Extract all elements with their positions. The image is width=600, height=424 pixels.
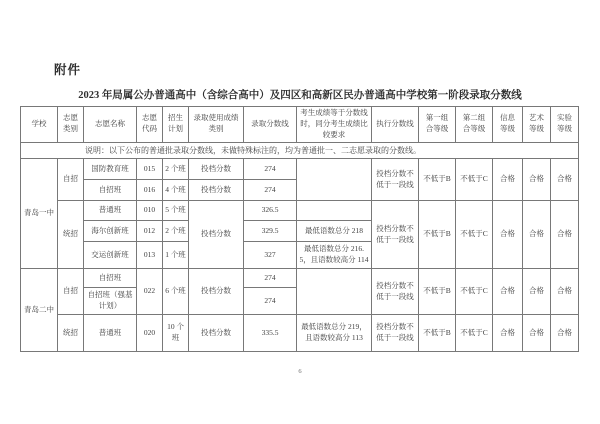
cell-enrollment-plan: 2 个班: [163, 159, 189, 180]
cell-school: 青岛一中: [21, 159, 58, 269]
cell-volunteer-code: 015: [137, 159, 163, 180]
cell-volunteer-name: 国防教育班: [84, 159, 137, 180]
cell-art-grade: 合格: [523, 269, 551, 315]
cell-volunteer-code: 013: [137, 242, 163, 269]
cell-group2-grade: 不低于C: [456, 201, 493, 269]
cell-enrollment-plan: 5 个班: [163, 201, 189, 221]
cell-volunteer-code: 010: [137, 201, 163, 221]
header-volunteer-category: 志愿类别: [58, 107, 84, 143]
cell-score-type: 投档分数: [189, 159, 244, 180]
cell-volunteer-name: 自招班（强基计划）: [84, 288, 137, 315]
header-art-grade: 艺术等级: [523, 107, 551, 143]
cell-group1-grade: 不低于B: [419, 159, 456, 201]
cell-admission-score: 274: [244, 159, 297, 180]
cell-admission-score: 335.5: [244, 315, 297, 352]
cell-volunteer-category: 自招: [58, 159, 84, 201]
cell-admission-score: 326.5: [244, 201, 297, 221]
header-group1-grade: 第一组合等级: [419, 107, 456, 143]
cell-executed-line: 投档分数不低于一段线: [372, 201, 419, 269]
cell-volunteer-code: 012: [137, 221, 163, 242]
cell-volunteer-name: 普通班: [84, 315, 137, 352]
cell-admission-score: 274: [244, 288, 297, 315]
cell-enrollment-plan: 10 个班: [163, 315, 189, 352]
cell-volunteer-code: 020: [137, 315, 163, 352]
cell-enrollment-plan: 4 个班: [163, 180, 189, 201]
cell-group2-grade: 不低于C: [456, 269, 493, 315]
admission-scores-table: [20, 106, 579, 352]
cell-info-grade: 合格: [493, 315, 523, 352]
header-tiebreak-rule: 考生成绩等于分数线时，同分考生成绩比较要求: [297, 107, 372, 143]
cell-experiment-grade: 合格: [551, 315, 579, 352]
cell-score-type: 投档分数: [189, 269, 244, 315]
cell-volunteer-code: 016: [137, 180, 163, 201]
document-title: 2023 年局属公办普通高中（含综合高中）及四区和高新区民办普通高中学校第一阶段录取分数线: [78, 90, 522, 101]
cell-info-grade: 合格: [493, 269, 523, 315]
cell-tiebreak-rule: 最低语数总分 218: [297, 221, 372, 242]
cell-experiment-grade: 合格: [551, 201, 579, 269]
header-info-grade: 信息等级: [493, 107, 523, 143]
cell-volunteer-name: 海尔创新班: [84, 221, 137, 242]
cell-admission-score: 329.5: [244, 221, 297, 242]
cell-art-grade: 合格: [523, 201, 551, 269]
cell-volunteer-category: 统招: [58, 315, 84, 352]
cell-admission-score: 274: [244, 180, 297, 201]
table-note-row: [21, 142, 579, 159]
cell-school: 青岛二中: [21, 269, 58, 352]
table-header-row: [21, 107, 579, 143]
cell-volunteer-code: 022: [137, 269, 163, 315]
cell-executed-line: 投档分数不低于一段线: [372, 159, 419, 201]
attachment-label: 附件: [54, 63, 82, 77]
cell-tiebreak-rule: [297, 269, 372, 315]
cell-score-type: 投档分数: [189, 201, 244, 269]
header-group2-grade: 第二组合等级: [456, 107, 493, 143]
cell-volunteer-category: 统招: [58, 201, 84, 269]
cell-executed-line: 投档分数不低于一段线: [372, 269, 419, 315]
cell-volunteer-name: 普通班: [84, 201, 137, 221]
page-number: 6: [298, 368, 302, 375]
header-score-type: 录取使用成绩类别: [189, 107, 244, 143]
cell-tiebreak-rule: [297, 201, 372, 221]
cell-tiebreak-rule: [297, 159, 372, 201]
cell-info-grade: 合格: [493, 159, 523, 201]
header-volunteer-name: 志愿名称: [84, 107, 137, 143]
note-text: 说明：以下公布的普通批录取分数线，未做特殊标注的，均为普通批一、二志愿录取的分数线。: [21, 142, 579, 159]
table-row: [21, 201, 579, 221]
cell-group2-grade: 不低于C: [456, 315, 493, 352]
header-executed-line: 执行分数线: [372, 107, 419, 143]
cell-tiebreak-rule: 最低语数总分 216.5，且语数较高分 114: [297, 242, 372, 269]
header-experiment-grade: 实验等级: [551, 107, 579, 143]
header-enrollment-plan: 招生计划: [163, 107, 189, 143]
cell-enrollment-plan: 2 个班: [163, 221, 189, 242]
header-volunteer-code: 志愿代码: [137, 107, 163, 143]
cell-art-grade: 合格: [523, 159, 551, 201]
cell-info-grade: 合格: [493, 201, 523, 269]
cell-art-grade: 合格: [523, 315, 551, 352]
cell-group1-grade: 不低于B: [419, 201, 456, 269]
cell-executed-line: 投档分数不低于一段线: [372, 315, 419, 352]
cell-group1-grade: 不低于B: [419, 315, 456, 352]
cell-enrollment-plan: 1 个班: [163, 242, 189, 269]
header-school: 学校: [21, 107, 58, 143]
cell-score-type: 投档分数: [189, 180, 244, 201]
cell-tiebreak-rule: 最低语数总分 219，且语数较高分 113: [297, 315, 372, 352]
cell-admission-score: 327: [244, 242, 297, 269]
table-row: [21, 159, 579, 180]
cell-group2-grade: 不低于C: [456, 159, 493, 201]
cell-volunteer-name: 交运创新班: [84, 242, 137, 269]
cell-group1-grade: 不低于B: [419, 269, 456, 315]
cell-experiment-grade: 合格: [551, 269, 579, 315]
cell-score-type: 投档分数: [189, 315, 244, 352]
cell-volunteer-category: 自招: [58, 269, 84, 315]
cell-volunteer-name: 自招班: [84, 269, 137, 288]
cell-enrollment-plan: 6 个班: [163, 269, 189, 315]
cell-admission-score: 274: [244, 269, 297, 288]
cell-volunteer-name: 自招班: [84, 180, 137, 201]
header-admission-score: 录取分数线: [244, 107, 297, 143]
table-row: [21, 269, 579, 288]
table-row: [21, 315, 579, 352]
cell-experiment-grade: 合格: [551, 159, 579, 201]
